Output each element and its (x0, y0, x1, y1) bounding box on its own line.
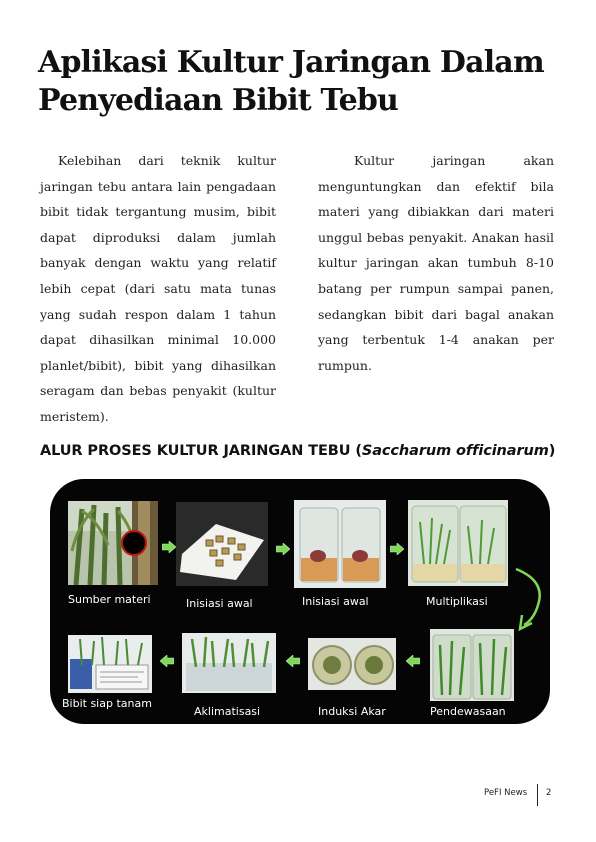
arrow-right-icon (390, 543, 404, 555)
process-heading (40, 443, 560, 459)
photo-sumber-materi (68, 501, 158, 585)
photo-induksi-akar (308, 638, 396, 690)
footer-publication: PeFI News (484, 788, 528, 798)
step-label-induksi-akar: Induksi Akar (318, 705, 386, 718)
arrow-left-icon (406, 655, 420, 667)
step-label-multiplikasi: Multiplikasi (426, 595, 488, 608)
photo-multiplikasi (408, 500, 508, 586)
paragraph-right: Kultur jaringan akan menguntungkan dan efektif bila materi yang dibiakkan dari materi unggul bebas penyakit. Anakan hasil kultur jaringan akan tumbuh 8-10 batang per rumpun sampai panen, sedangkan bibit dari bagal anakan yang terbentuk 1-4 anakan per rumpun. (318, 153, 554, 373)
arrow-right-icon (162, 541, 176, 553)
photo-pendewasaan (430, 629, 514, 701)
step-label-bibit-siap-tanam: Bibit siap tanam (62, 697, 152, 710)
curved-arrow-icon (502, 565, 548, 631)
photo-inisiasi-awal-1 (176, 502, 268, 586)
article-title (38, 44, 558, 120)
arrow-left-icon (286, 655, 300, 667)
paragraph-left: Kelebihan dari teknik kultur jaringan tebu antara lain pengadaan bibit tidak tergantung musim, bibit dapat diproduksi dalam jumlah banyak dengan waktu yang relatif lebih cepat (dari satu mata tunas yang sudah respon dalam 1 tahun dapat dihasilkan minimal 10.000 planlet/bibit), bibit yang dihasilkan seragam dan bebas penyakit (kultur meristem). (40, 153, 276, 424)
footer-divider (537, 784, 538, 806)
article-title-line-1: Aplikasi Kultur Jaringan Dalam (38, 45, 544, 80)
process-heading-species: Saccharum officinarum (361, 443, 549, 459)
footer-page-number: 2 (546, 788, 552, 798)
process-heading-suffix: ) (548, 443, 556, 459)
process-heading-prefix: ALUR PROSES KULTUR JARINGAN TEBU ( (40, 443, 362, 459)
step-label-inisiasi-awal-2: Inisiasi awal (302, 595, 369, 608)
step-label-aklimatisasi: Aklimatisasi (194, 705, 261, 718)
arrow-left-icon (160, 655, 174, 667)
step-label-inisiasi-awal-1: Inisiasi awal (186, 597, 253, 610)
step-label-sumber-materi: Sumber materi (68, 593, 151, 606)
photo-aklimatisasi (182, 633, 276, 693)
arrow-right-icon (276, 543, 290, 555)
photo-inisiasi-awal-2 (294, 500, 386, 588)
photo-bibit-siap-tanam (68, 635, 152, 693)
process-diagram (50, 479, 550, 724)
article-title-line-2: Penyediaan Bibit Tebu (38, 83, 399, 118)
step-label-pendewasaan: Pendewasaan (430, 705, 506, 718)
